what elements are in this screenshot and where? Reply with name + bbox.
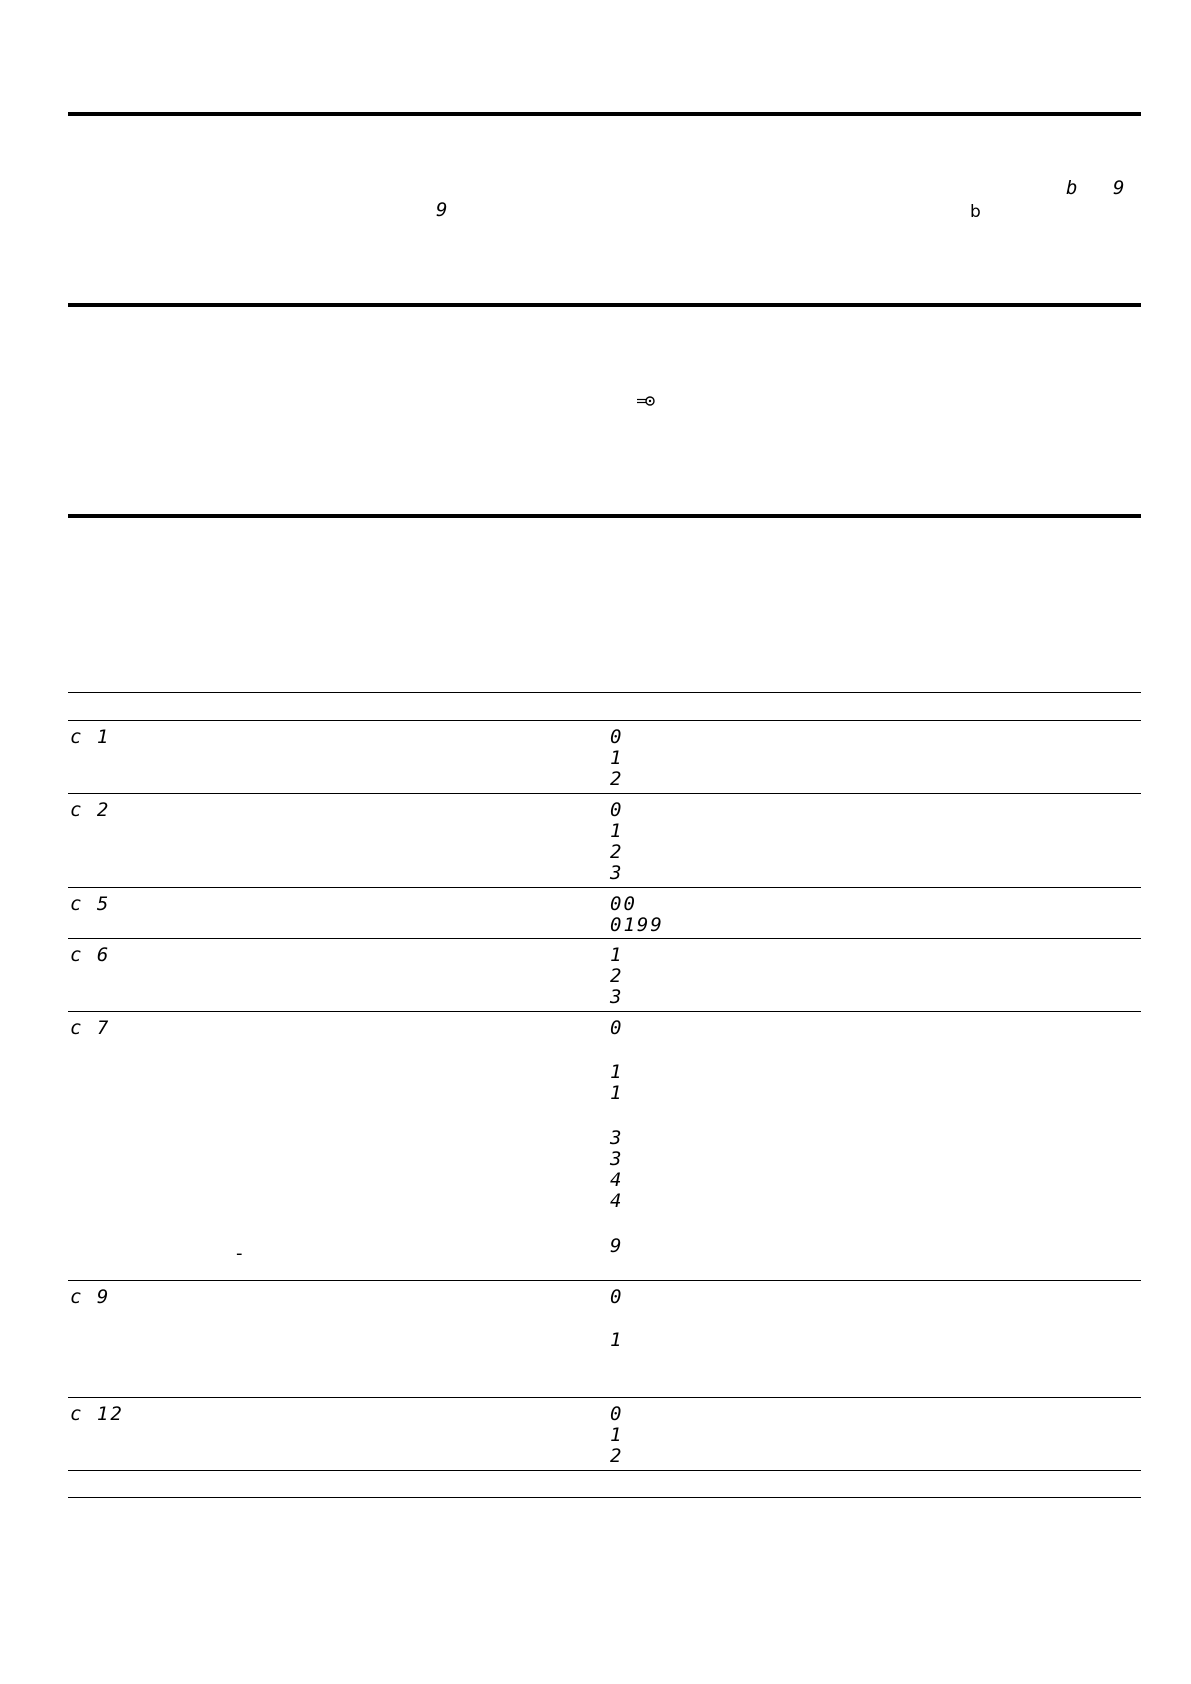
setting-value: 1 (610, 820, 624, 842)
section-rule-top (68, 112, 1141, 116)
setting-value: 2 (610, 1445, 624, 1467)
table-rule-header-top (68, 692, 1141, 693)
setting-value: 0 (610, 1017, 624, 1039)
setting-value: 2 (610, 768, 624, 790)
segment-glyph-9: 9 (1113, 177, 1127, 199)
setting-value: 3 (610, 1148, 624, 1170)
setting-value: 0 (610, 799, 624, 821)
setting-code: c 2 (70, 799, 111, 821)
setting-value: 1 (610, 1082, 624, 1104)
setting-value: 1 (610, 944, 624, 966)
setting-value: 0199 (610, 914, 664, 936)
section-rule-lower (68, 514, 1141, 518)
setting-value: 1 (610, 747, 624, 769)
setting-value: 1 (610, 1424, 624, 1446)
setting-value: 0 (610, 726, 624, 748)
setting-value: 0 (610, 1286, 624, 1308)
key-icon (636, 395, 656, 407)
setting-value: 1 (610, 1329, 624, 1351)
table-rule-c2 (68, 887, 1141, 888)
setting-code: c 9 (70, 1286, 111, 1308)
setting-code: c 12 (70, 1403, 124, 1425)
setting-value: 3 (610, 1127, 624, 1149)
table-rule-c5 (68, 938, 1141, 939)
setting-value: 4 (610, 1190, 624, 1212)
setting-value: 3 (610, 986, 624, 1008)
table-rule-c7 (68, 1280, 1141, 1281)
segment-glyph-9-inline: 9 (436, 199, 450, 221)
setting-value: 1 (610, 1061, 624, 1083)
table-rule-header-bottom (68, 720, 1141, 721)
setting-value: 2 (610, 841, 624, 863)
section-rule-middle (68, 303, 1141, 307)
setting-code: c 1 (70, 726, 111, 748)
glyph-b-inline: b (970, 202, 981, 222)
table-rule-bottom (68, 1497, 1141, 1498)
table-rule-c1 (68, 793, 1141, 794)
setting-value: 0 (610, 1403, 624, 1425)
setting-code: c 5 (70, 893, 111, 915)
table-rule-c6 (68, 1011, 1141, 1012)
setting-code: c 7 (70, 1017, 111, 1039)
table-rule-c9 (68, 1397, 1141, 1398)
setting-value: 4 (610, 1169, 624, 1191)
setting-value: 2 (610, 965, 624, 987)
segment-glyph-b: b (1066, 177, 1080, 199)
setting-value: 00 (610, 893, 637, 915)
table-rule-c12 (68, 1470, 1141, 1471)
setting-code: c 6 (70, 944, 111, 966)
dash-mark: - (236, 1243, 243, 1264)
setting-value: 3 (610, 862, 624, 884)
setting-value: 9 (610, 1235, 624, 1257)
